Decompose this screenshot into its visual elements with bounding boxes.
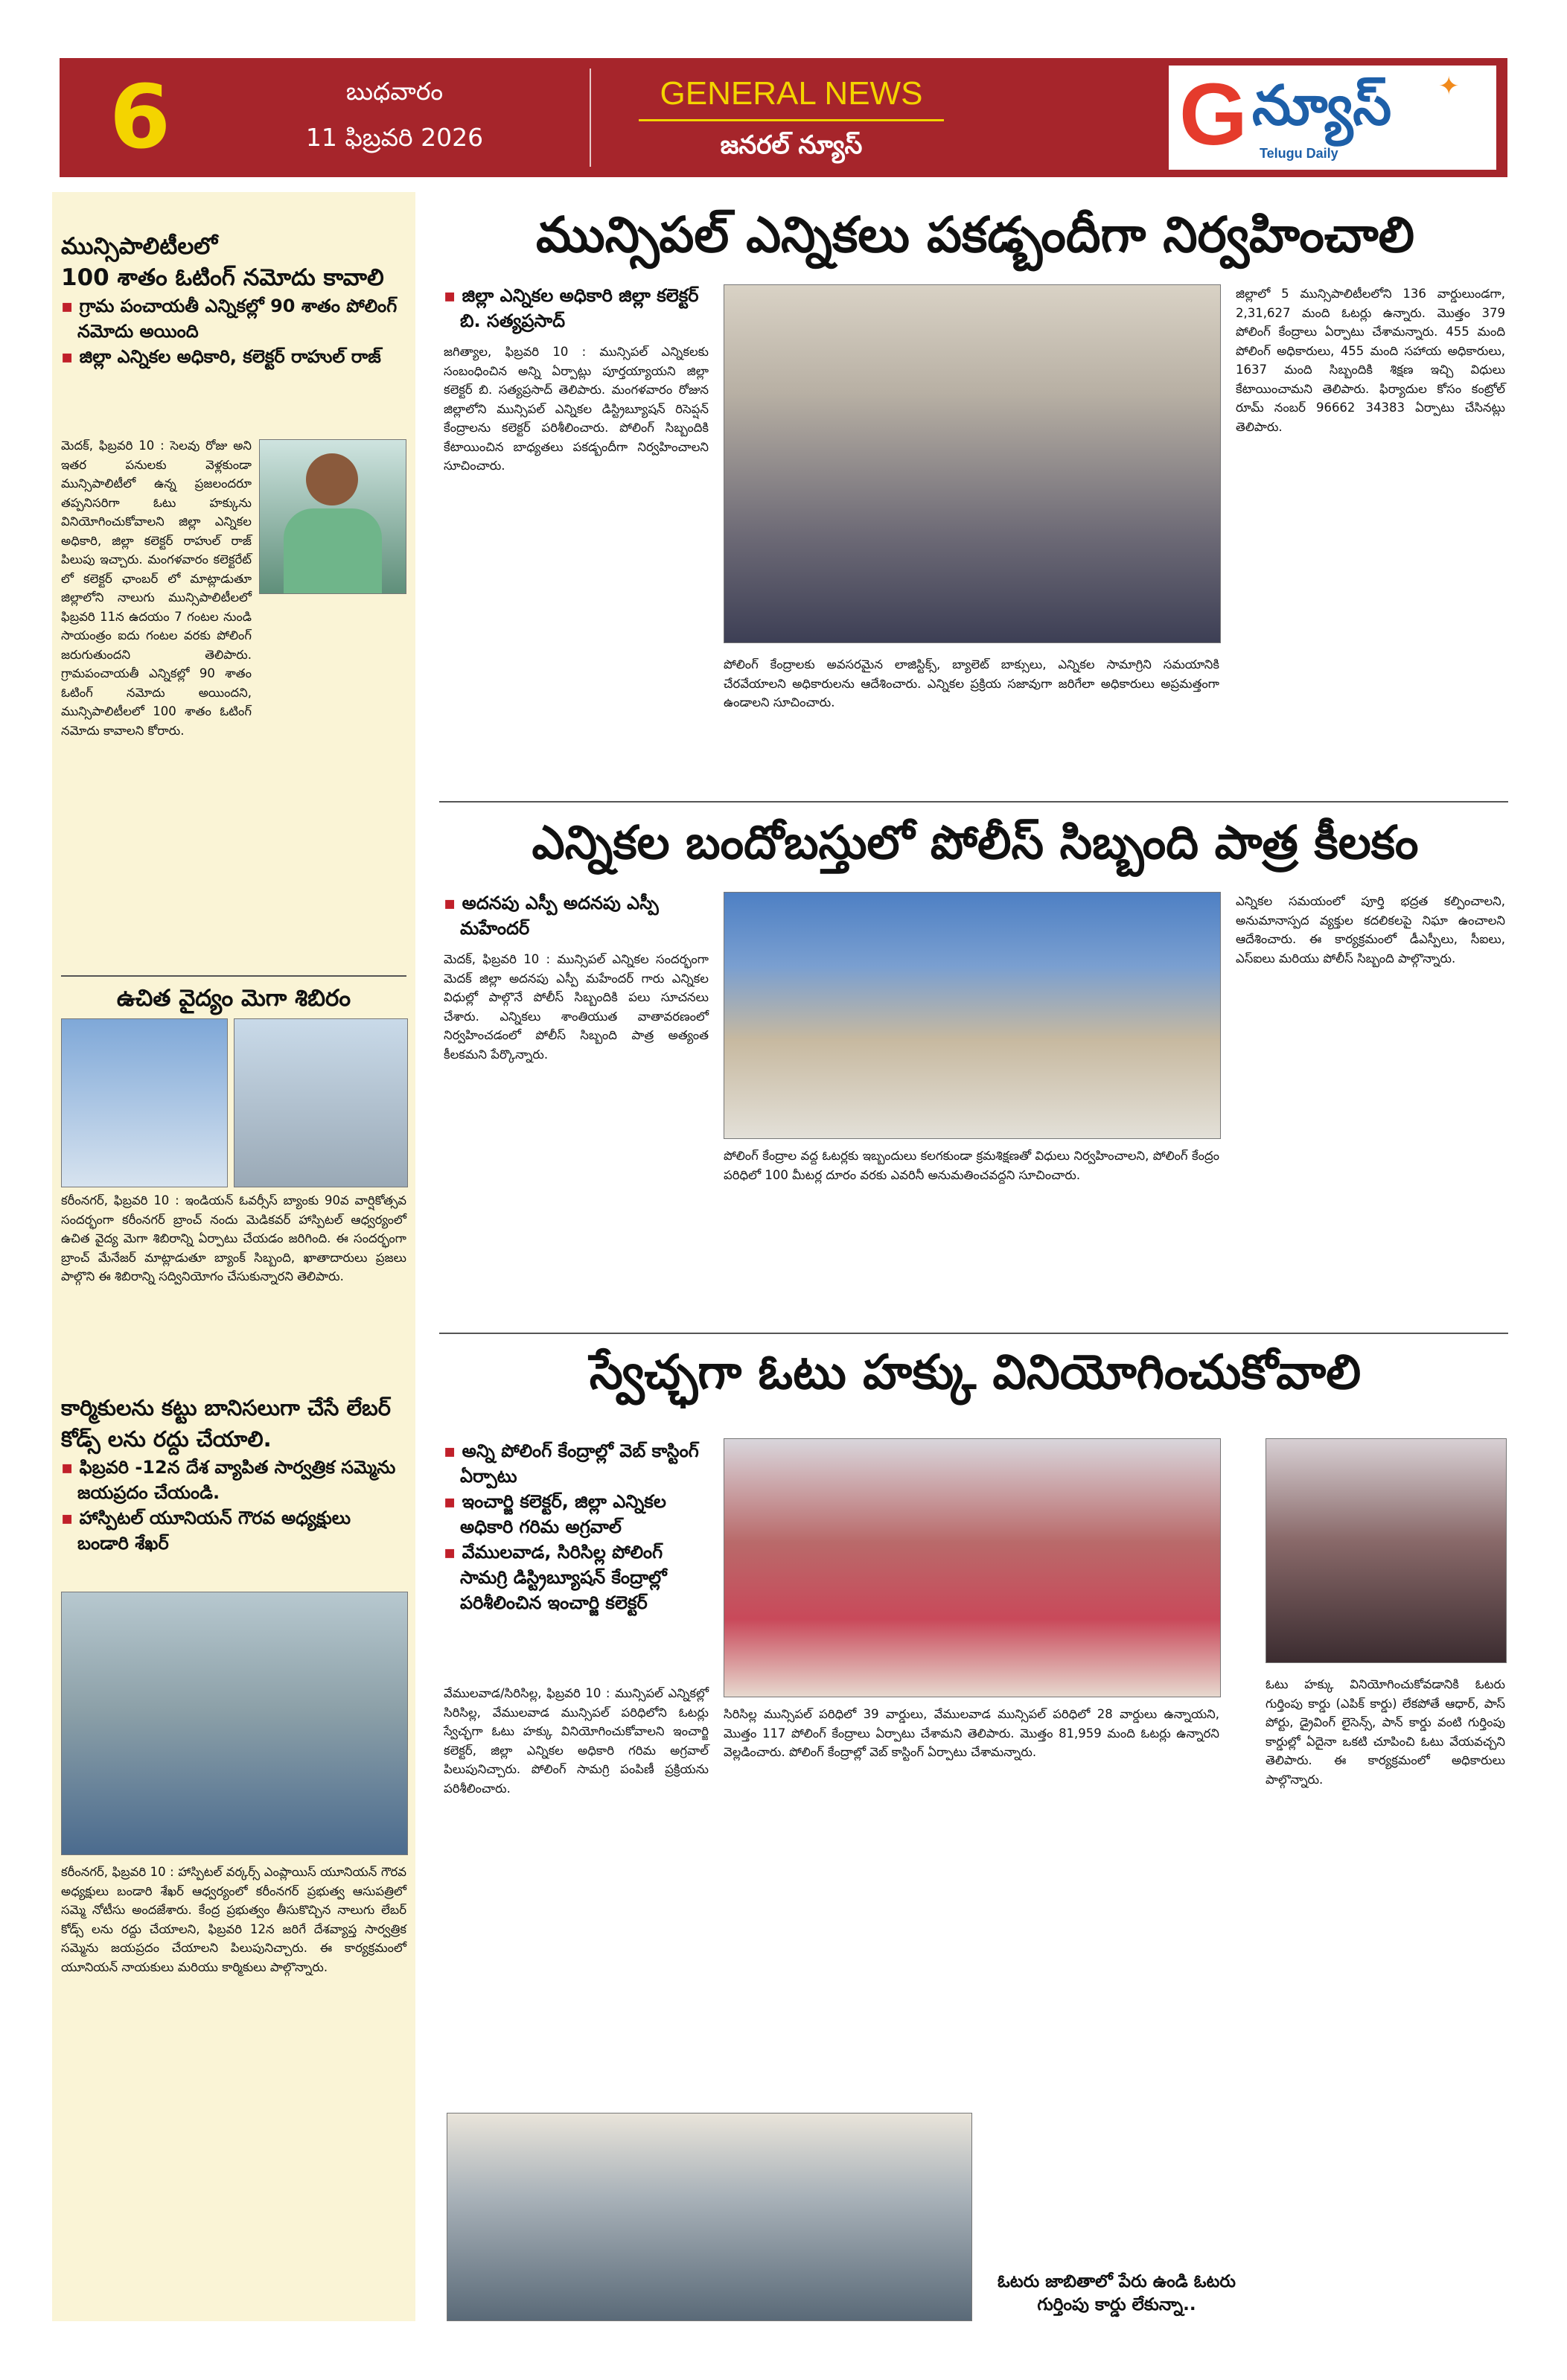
article-1-col-2: పోలింగ్ కేంద్రాలకు అవసరమైన లాజిస్టిక్స్, బ్యాలెట్ బాక్సులు, ఎన్నికల సామాగ్రిని సమయానికి చేరవేయాలని అధికారులను ఆదేశించారు. ఎన్నికల ప్రక్రియ సజావుగా జరిగేలా అధికారులు అప్రమత్తంగా ఉండాలని సూచించారు.	[724, 657, 1219, 709]
bullet: ▪ అదనపు ఎస్పీ అదనపు ఎస్పీ మహేందర్	[444, 890, 709, 941]
section-te: జనరల్ న్యూస్	[720, 130, 863, 160]
logo-name: న్యూస్	[1252, 74, 1392, 138]
article-2-photo	[724, 892, 1221, 1139]
bullet: ▪ ఫిబ్రవరి -12న దేశ వ్యాపిత సార్వత్రిక సమ్మెను జయప్రదం చేయండి.	[61, 1455, 406, 1505]
story-title: 100 శాతం ఓటింగ్ నమోదు కావాలి	[61, 264, 384, 291]
bullet: ▪ హాస్పిటల్ యూనియన్ గౌరవ అధ్యక్షులు బండారి శేఖర్	[61, 1505, 406, 1556]
article-2-col-1: మెదక్, ఫిబ్రవరి 10 : మున్సిపల్ ఎన్నికల సందర్భంగా మెదక్ జిల్లా అదనపు ఎస్పీ మహేందర్ గారు ఎన్నికల విధుల్లో పాల్గొనే పోలీస్ సిబ్బందికి పలు సూచనలు చేశారు. ఎన్నికలు శాంతియుత వాతావరణంలో నిర్వహించడంలో పోలీస్ సిబ్బంది పాత్ర అత్యంత కీలకమని పేర్కొన్నారు.	[444, 952, 709, 1062]
story-title: ఉచిత వైద్యం మెగా శిబిరం	[116, 985, 351, 1012]
star-icon: ✦	[1438, 71, 1460, 101]
bullet: ▪ వేములవాడ, సిరిసిల్ల పోలింగ్ సామగ్రి డిస్ట్రిబ్యూషన్ కేంద్రాల్లో పరిశీలించిన ఇంచార్జి కలెక్టర్	[444, 1540, 709, 1615]
bullet: ▪ గ్రామ పంచాయతీ ఎన్నికల్లో 90 శాతం పోలింగ్ నమోదు అయింది	[61, 293, 406, 344]
article-2-col-2: పోలింగ్ కేంద్రాల వద్ద ఓటర్లకు ఇబ్బందులు కలగకుండా క్రమశిక్షణతో విధులు నిర్వహించాలని, పోలింగ్ కేంద్రం పరిధిలో 100 మీటర్ల దూరం వరకు ఎవరినీ అనుమతించవద్దని సూచించారు.	[724, 1149, 1219, 1182]
article-3-photo-2	[1266, 1438, 1507, 1663]
article-1-photo	[724, 284, 1221, 643]
health-camp-photo-1	[61, 1018, 228, 1187]
article-3-photo-1	[724, 1438, 1221, 1697]
article-3-photo-3	[447, 2113, 972, 2321]
story-labour-codes	[61, 1392, 406, 1556]
logo	[1169, 66, 1496, 170]
bullet: ▪ ఇంచార్జి కలెక్టర్, జిల్లా ఎన్నికల అధికారి గరిమ అగ్రవాల్	[444, 1489, 709, 1540]
article-2-col-3: ఎన్నికల సమయంలో పూర్తి భద్రత కల్పించాలని, అనుమానాస్పద వ్యక్తుల కదలికలపై నిఘా ఉంచాలని ఆదేశించారు. ఈ కార్యక్రమంలో డీఎస్పీలు, సీఐలు, ఎస్ఐలు మరియు పోలీస్ సిబ్బంది పాల్గొన్నారు.	[1236, 894, 1505, 966]
section-label	[616, 71, 966, 166]
article-3-headline: స్వేచ్ఛగా ఓటు హక్కు వినియోగించుకోవాలి	[589, 1345, 1362, 1400]
article-1-headline: మున్సిపల్ ఎన్నికలు పకడ్బందీగా నిర్వహించాలి	[535, 206, 1415, 264]
day: బుధవారం	[345, 77, 444, 106]
collector-photo	[259, 439, 406, 594]
article-3-note: ఓటరు జాబితాలో పేరు ఉండి ఓటరు గుర్తింపు కార్డు లేకున్నా..	[998, 2272, 1236, 2314]
kicker: మున్సిపాలిటీలలో	[61, 233, 218, 260]
bullet: ▪ జిల్లా ఎన్నికల అధికారి జిల్లా కలెక్టర్ బి. సత్యప్రసాద్	[444, 283, 709, 334]
article-1-subhead	[444, 283, 709, 334]
divider	[439, 1333, 1508, 1334]
article-2-subhead	[444, 890, 709, 941]
bullet: ▪ జిల్లా ఎన్నికల అధికారి, కలెక్టర్ రాహుల్ రాజ్	[61, 344, 406, 369]
divider	[439, 801, 1508, 803]
left-column	[52, 192, 415, 2321]
edition-date	[283, 68, 506, 161]
article-1-col-3: జిల్లాలో 5 మున్సిపాలిటీలలోని 136 వార్డులుండగా, 2,31,627 మంది ఓటర్లు ఉన్నారు. మొత్తం 379 పోలింగ్ కేంద్రాలు ఏర్పాటు చేశామన్నారు. 455 మంది పోలింగ్ అధికారులు, 455 మంది సహాయ అధికారులు, 1637 మంది సిబ్బందికి శిక్షణ ఇచ్చి విధులు కేటాయించామని తెలిపారు. ఫిర్యాదుల కోసం కంట్రోల్ రూమ్ నంబర్ 96662 34383 ఏర్పాటు చేసినట్లు తెలిపారు.	[1236, 287, 1505, 434]
story-body: కరీంనగర్, ఫిబ్రవరి 10 : హాస్పిటల్ వర్కర్స్ ఎంప్లాయిస్ యూనియన్ గౌరవ అధ్యక్షులు బండారి శేఖర్ ఆధ్వర్యంలో కరీంనగర్ ప్రభుత్వ ఆసుపత్రిలో సమ్మె నోటీసు అందజేశారు. కేంద్ర ప్రభుత్వం తీసుకొచ్చిన నాలుగు లేబర్ కోడ్స్ లను రద్దు చేయాలని, ఫిబ్రవరి 12న జరిగే దేశవ్యాప్త సార్వత్రిక సమ్మెను జయప్రదం చేయాలని పిలుపునిచ్చారు. ఈ కార్యక్రమంలో యూనియన్ నాయకులు మరియు కార్మికులు పాల్గొన్నారు.	[61, 1865, 406, 1974]
story-title: కార్మికులను కట్టు బానిసలుగా చేసే లేబర్ కోడ్స్ లను రద్దు చేయాలి.	[61, 1395, 391, 1452]
masthead-divider	[590, 68, 591, 167]
story-body: మెదక్, ఫిబ్రవరి 10 : సెలవు రోజు అని ఇతర పనులకు వెళ్లకుండా మున్సిపాలిటీలో ఉన్న ప్రజలందరూ తప్పనిసరిగా ఓటు హక్కును వినియోగించుకోవాలని జిల్లా ఎన్నికల అధికారి, జిల్లా కలెక్టర్ రాహుల్ రాజ్ పిలుపు ఇచ్చారు. మంగళవారం కలెక్టరేట్ లో కలెక్టర్ ఛాంబర్ లో మాట్లాడుతూ జిల్లాలోని నాలుగు మున్సిపాలిటీలలో ఫిబ్రవరి 11న ఉదయం 7 గంటల నుండి సాయంత్రం ఐదు గంటల వరకు పోలింగ్ జరుగుతుందని తెలిపారు. గ్రామపంచాయతీ ఎన్నికల్లో 90 శాతం ఓటింగ్ నమోదు అయిందని, మున్సిపాలిటీలలో 100 శాతం ఓటింగ్ నమోదు కావాలని కోరారు.	[61, 438, 252, 738]
union-protest-photo	[61, 1592, 408, 1855]
page-number: 6	[109, 66, 171, 168]
section-rule	[639, 119, 944, 121]
story-municipal-voting	[61, 231, 406, 369]
article-2-headline: ఎన్నికల బందోబస్తులో పోలీస్ సిబ్బంది పాత్ర కీలకం	[532, 815, 1419, 870]
story-health-camp	[61, 975, 406, 1014]
logo-letter: G	[1179, 66, 1248, 164]
article-3-col-3: ఓటు హక్కు వినియోగించుకోవడానికి ఓటరు గుర్తింపు కార్డు (ఎపిక్ కార్డు) లేకపోతే ఆధార్, పాస్ పోర్టు, డ్రైవింగ్ లైసెన్స్, పాన్ కార్డు వంటి గుర్తింపు కార్డుల్లో ఏదైనా ఒకటి చూపించి ఓటు వేయవచ్చని తెలిపారు. ఈ కార్యక్రమంలో అధికారులు పాల్గొన్నారు.	[1266, 1677, 1505, 1787]
article-1-col-1: జగిత్యాల, ఫిబ్రవరి 10 : మున్సిపల్ ఎన్నికలకు సంబంధించిన అన్ని ఏర్పాట్లు పూర్తయ్యాయని జిల్లా కలెక్టర్ బి. సత్యప్రసాద్ తెలిపారు. మంగళవారం రోజున జిల్లాలోని మున్సిపల్ ఎన్నికల డిస్ట్రిబ్యూషన్ రిసెప్షన్ కేంద్రాలను కలెక్టర్ పరిశీలించారు. పోలింగ్ సిబ్బందికి కేటాయించిన బాధ్యతలు పకడ్బందీగా నిర్వహించాలని సూచించారు.	[444, 345, 709, 473]
section-en: GENERAL NEWS	[660, 75, 923, 112]
date: 11 ఫిబ్రవరి 2026	[305, 123, 484, 152]
article-3-col-1: వేములవాడ/సిరిసిల్ల, ఫిబ్రవరి 10 : మున్సిపల్ ఎన్నికల్లో సిరిసిల్ల, వేములవాడ మున్సిపల్ పరిధిలోని ఓటర్లు స్వేచ్ఛగా ఓటు హక్కు వినియోగించుకోవాలని ఇంచార్జి కలెక్టర్, జిల్లా ఎన్నికల అధికారి గరిమ అగ్రవాల్ పిలుపునిచ్చారు. పోలింగ్ సామగ్రి పంపిణీ ప్రక్రియను పరిశీలించారు.	[444, 1686, 709, 1796]
article-3-col-2: సిరిసిల్ల మున్సిపల్ పరిధిలో 39 వార్డులు, వేములవాడ మున్సిపల్ పరిధిలో 28 వార్డులు ఉన్నాయని, మొత్తం 117 పోలింగ్ కేంద్రాలు ఏర్పాటు చేశామని తెలిపారు. మొత్తం 81,959 మంది ఓటర్లు ఉన్నారని వెల్లడించారు. పోలింగ్ కేంద్రాల్లో వెబ్ కాస్టింగ్ ఏర్పాటు చేశామన్నారు.	[724, 1707, 1219, 1759]
story-body: కరీంనగర్, ఫిబ్రవరి 10 : ఇండియన్ ఓవర్సీస్ బ్యాంకు 90వ వార్షికోత్సవ సందర్భంగా కరీంనగర్ బ్రాంచ్ నందు మెడికవర్ హాస్పిటల్ ఆధ్వర్యంలో ఉచిత వైద్య మెగా శిబిరాన్ని ఏర్పాటు చేయడం జరిగింది. ఈ సందర్భంగా బ్రాంచ్ మేనేజర్ మాట్లాడుతూ బ్యాంక్ సిబ్బంది, ఖాతాదారులు ప్రజలు పాల్గొని ఈ శిబిరాన్ని సద్వినియోగం చేసుకున్నారని తెలిపారు.	[61, 1193, 406, 1283]
bullet: ▪ అన్ని పోలింగ్ కేంద్రాల్లో వెబ్ కాస్టింగ్ ఏర్పాటు	[444, 1438, 709, 1489]
logo-sub: Telugu Daily	[1260, 146, 1338, 161]
health-camp-photo-2	[234, 1018, 408, 1187]
story-body-continued	[61, 599, 406, 971]
article-3-subhead	[444, 1438, 709, 1615]
